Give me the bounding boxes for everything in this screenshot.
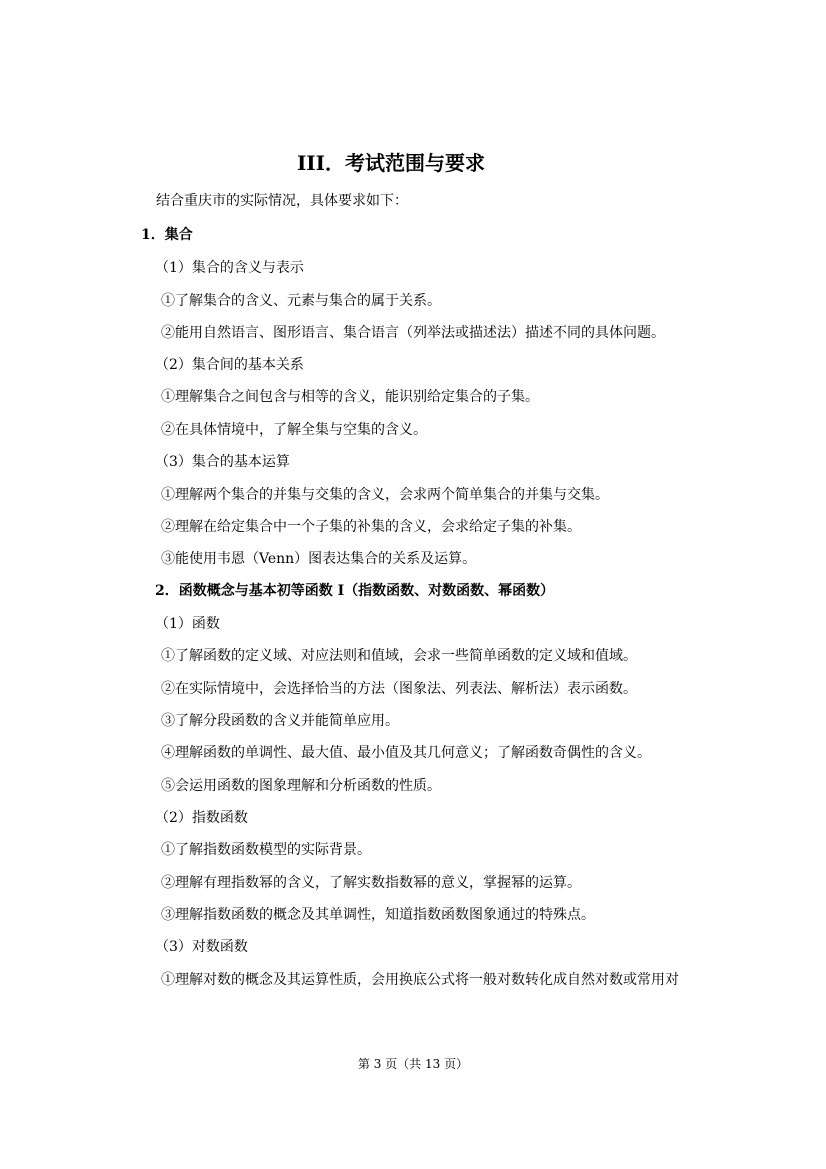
list-item: ③理解指数函数的概念及其单调性，知道指数函数图象通过的特殊点。 [161, 907, 595, 923]
list-item: ②能用自然语言、图形语言、集合语言（列举法或描述法）描述不同的具体问题。 [161, 325, 665, 341]
list-item: ①理解集合之间包含与相等的含义，能识别给定集合的子集。 [161, 389, 539, 405]
list-item: ①了解函数的定义域、对应法则和值域，会求一些简单函数的定义域和值域。 [161, 648, 637, 664]
list-item: ②理解在给定集合中一个子集的补集的含义，会求给定子集的补集。 [161, 519, 581, 535]
list-item: ①了解指数函数模型的实际背景。 [161, 842, 371, 858]
subheading-2-3: （3）对数函数 [155, 939, 248, 955]
list-item: ③了解分段函数的含义并能简单应用。 [161, 713, 399, 729]
list-item: ⑤会运用函数的图象理解和分析函数的性质。 [161, 778, 441, 794]
list-item: ②在实际情境中，会选择恰当的方法（图象法、列表法、解析法）表示函数。 [161, 681, 637, 697]
list-item: ②在具体情境中，了解全集与空集的含义。 [161, 422, 427, 438]
subheading-1-2: （2）集合间的基本关系 [155, 357, 304, 373]
heading-sets: 1．集合 [141, 227, 193, 243]
heading-functions: 2．函数概念与基本初等函数 I（指数函数、对数函数、幂函数） [155, 583, 555, 599]
subheading-1-3: （3）集合的基本运算 [155, 454, 290, 470]
list-item: ④理解函数的单调性、最大值、最小值及其几何意义；了解函数奇偶性的含义。 [161, 745, 651, 761]
intro-text: 结合重庆市的实际情况，具体要求如下： [156, 193, 408, 209]
list-item: ①了解集合的含义、元素与集合的属于关系。 [161, 293, 441, 309]
subheading-1-1: （1）集合的含义与表示 [155, 260, 304, 276]
section-title: III．考试范围与要求 [296, 151, 486, 175]
list-item: ①理解两个集合的并集与交集的含义，会求两个简单集合的并集与交集。 [161, 487, 609, 503]
subheading-2-1: （1）函数 [155, 616, 220, 632]
subheading-2-2: （2）指数函数 [155, 810, 248, 826]
list-item: ①理解对数的概念及其运算性质，会用换底公式将一般对数转化成自然对数或常用对 [161, 972, 679, 988]
page-number-footer: 第 3 页（共 13 页） [357, 1057, 469, 1071]
list-item: ②理解有理指数幂的含义，了解实数指数幂的意义，掌握幂的运算。 [161, 875, 581, 891]
list-item: ③能使用韦恩（Venn）图表达集合的关系及运算。 [161, 551, 477, 567]
